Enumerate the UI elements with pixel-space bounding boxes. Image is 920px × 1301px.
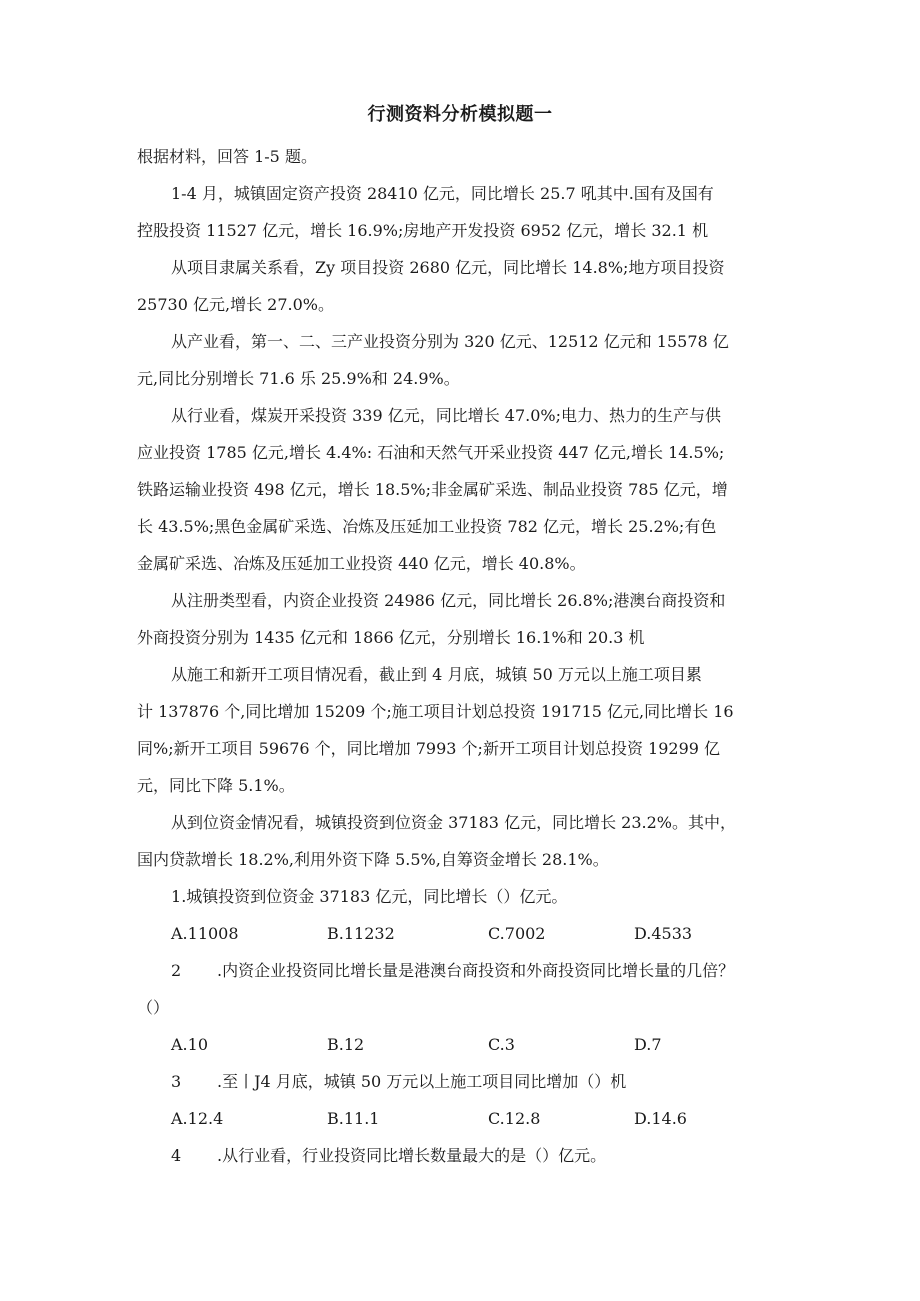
paragraph-line: 从项目隶属关系看，Zy 项目投资 2680 亿元，同比增长 14.8%;地方项目投资 (171, 258, 725, 277)
paragraph-line: 元，同比下降 5.1%。 (137, 776, 295, 795)
paragraph-line: 计 137876 个,同比增加 15209 个;施工项目计划总投资 191715 亿元,同比增长 16 (137, 702, 734, 721)
paragraph-line: 同%;新开工项目 59676 个，同比增加 7993 个;新开工项目计划总投资 19299 亿 (137, 739, 721, 758)
option-a: A.11008 (171, 924, 239, 943)
question-text: .城镇投资到位资金 37183 亿元，同比增长（）亿元。 (181, 887, 568, 906)
question-2-options (137, 1026, 797, 1063)
question-2 (137, 952, 797, 989)
question-number: 1 (171, 887, 182, 906)
question-text: .至丨J4 月底，城镇 50 万元以上施工项目同比增加（）机 (217, 1072, 627, 1091)
option-a: A.10 (171, 1035, 208, 1054)
paragraph-line: 从到位资金情况看，城镇投资到位资金 37183 亿元，同比增长 23.2%。其中， (171, 813, 736, 832)
question-3 (137, 1063, 797, 1100)
question-1-options (137, 915, 797, 952)
option-c: C.12.8 (488, 1109, 541, 1128)
question-2-continuation: （） (137, 998, 170, 1017)
option-b: B.12 (327, 1035, 365, 1054)
intro-line: 根据材料，回答 1-5 题。 (137, 147, 317, 166)
option-c: C.7002 (488, 924, 546, 943)
option-c: C.3 (488, 1035, 515, 1054)
option-d: D.7 (634, 1035, 662, 1054)
document-title: 行测资料分析模拟题一 (367, 104, 553, 125)
paragraph-line: 外商投资分别为 1435 亿元和 1866 亿元，分别增长 16.1%和 20.3 机 (137, 628, 645, 647)
option-d: D.14.6 (634, 1109, 687, 1128)
option-d: D.4533 (634, 924, 693, 943)
question-4 (137, 1137, 797, 1174)
paragraph-line: 国内贷款增长 18.2%,利用外资下降 5.5%,自筹资金增长 28.1%。 (137, 850, 609, 869)
question-number: 3 (171, 1072, 182, 1091)
question-3-options (137, 1100, 797, 1137)
paragraph-line: 金属矿采选、冶炼及压延加工业投资 440 亿元，增长 40.8%。 (137, 554, 586, 573)
paragraph-line: 1-4 月，城镇固定资产投资 28410 亿元，同比增长 25.7 吼其中.国有及国有 (171, 184, 714, 203)
paragraph-line: 从施工和新开工项目情况看，截止到 4 月底，城镇 50 万元以上施工项目累 (171, 665, 702, 684)
paragraph-line: 25730 亿元,增长 27.0%。 (137, 295, 334, 314)
paragraph-line: 从产业看，第一、二、三产业投资分别为 320 亿元、12512 亿元和 15578 亿 (171, 332, 729, 351)
paragraph-line: 从注册类型看，内资企业投资 24986 亿元，同比增长 26.8%;港澳台商投资和 (171, 591, 726, 610)
document-body (137, 138, 797, 1174)
paragraph-line: 控股投资 11527 亿元，增长 16.9%;房地产开发投资 6952 亿元，增长 32.1 机 (137, 221, 709, 240)
paragraph-line: 长 43.5%;黑色金属矿采选、冶炼及压延加工业投资 782 亿元，增长 25.2%;有色 (137, 517, 717, 536)
question-text: .内资企业投资同比增长量是港澳台商投资和外商投资同比增长量的几倍？ (217, 961, 735, 980)
paragraph-line: 应业投资 1785 亿元,增长 4.4%: 石油和天然气开采业投资 447 亿元,增长 14.5%; (137, 443, 725, 462)
option-a: A.12.4 (171, 1109, 224, 1128)
option-b: B.11232 (327, 924, 395, 943)
paragraph-line: 从行业看，煤炭开采投资 339 亿元，同比增长 47.0%;电力、热力的生产与供 (171, 406, 722, 425)
question-text: .从行业看，行业投资同比增长数量最大的是（）亿元。 (217, 1146, 607, 1165)
option-b: B.11.1 (327, 1109, 380, 1128)
question-number: 4 (171, 1146, 182, 1165)
paragraph-line: 铁路运输业投资 498 亿元，增长 18.5%;非金属矿采选、制品业投资 785 亿元，增 (137, 480, 728, 499)
question-number: 2 (171, 961, 182, 980)
question-1 (137, 878, 797, 915)
paragraph-line: 元,同比分别增长 71.6 乐 25.9%和 24.9%。 (137, 369, 460, 388)
